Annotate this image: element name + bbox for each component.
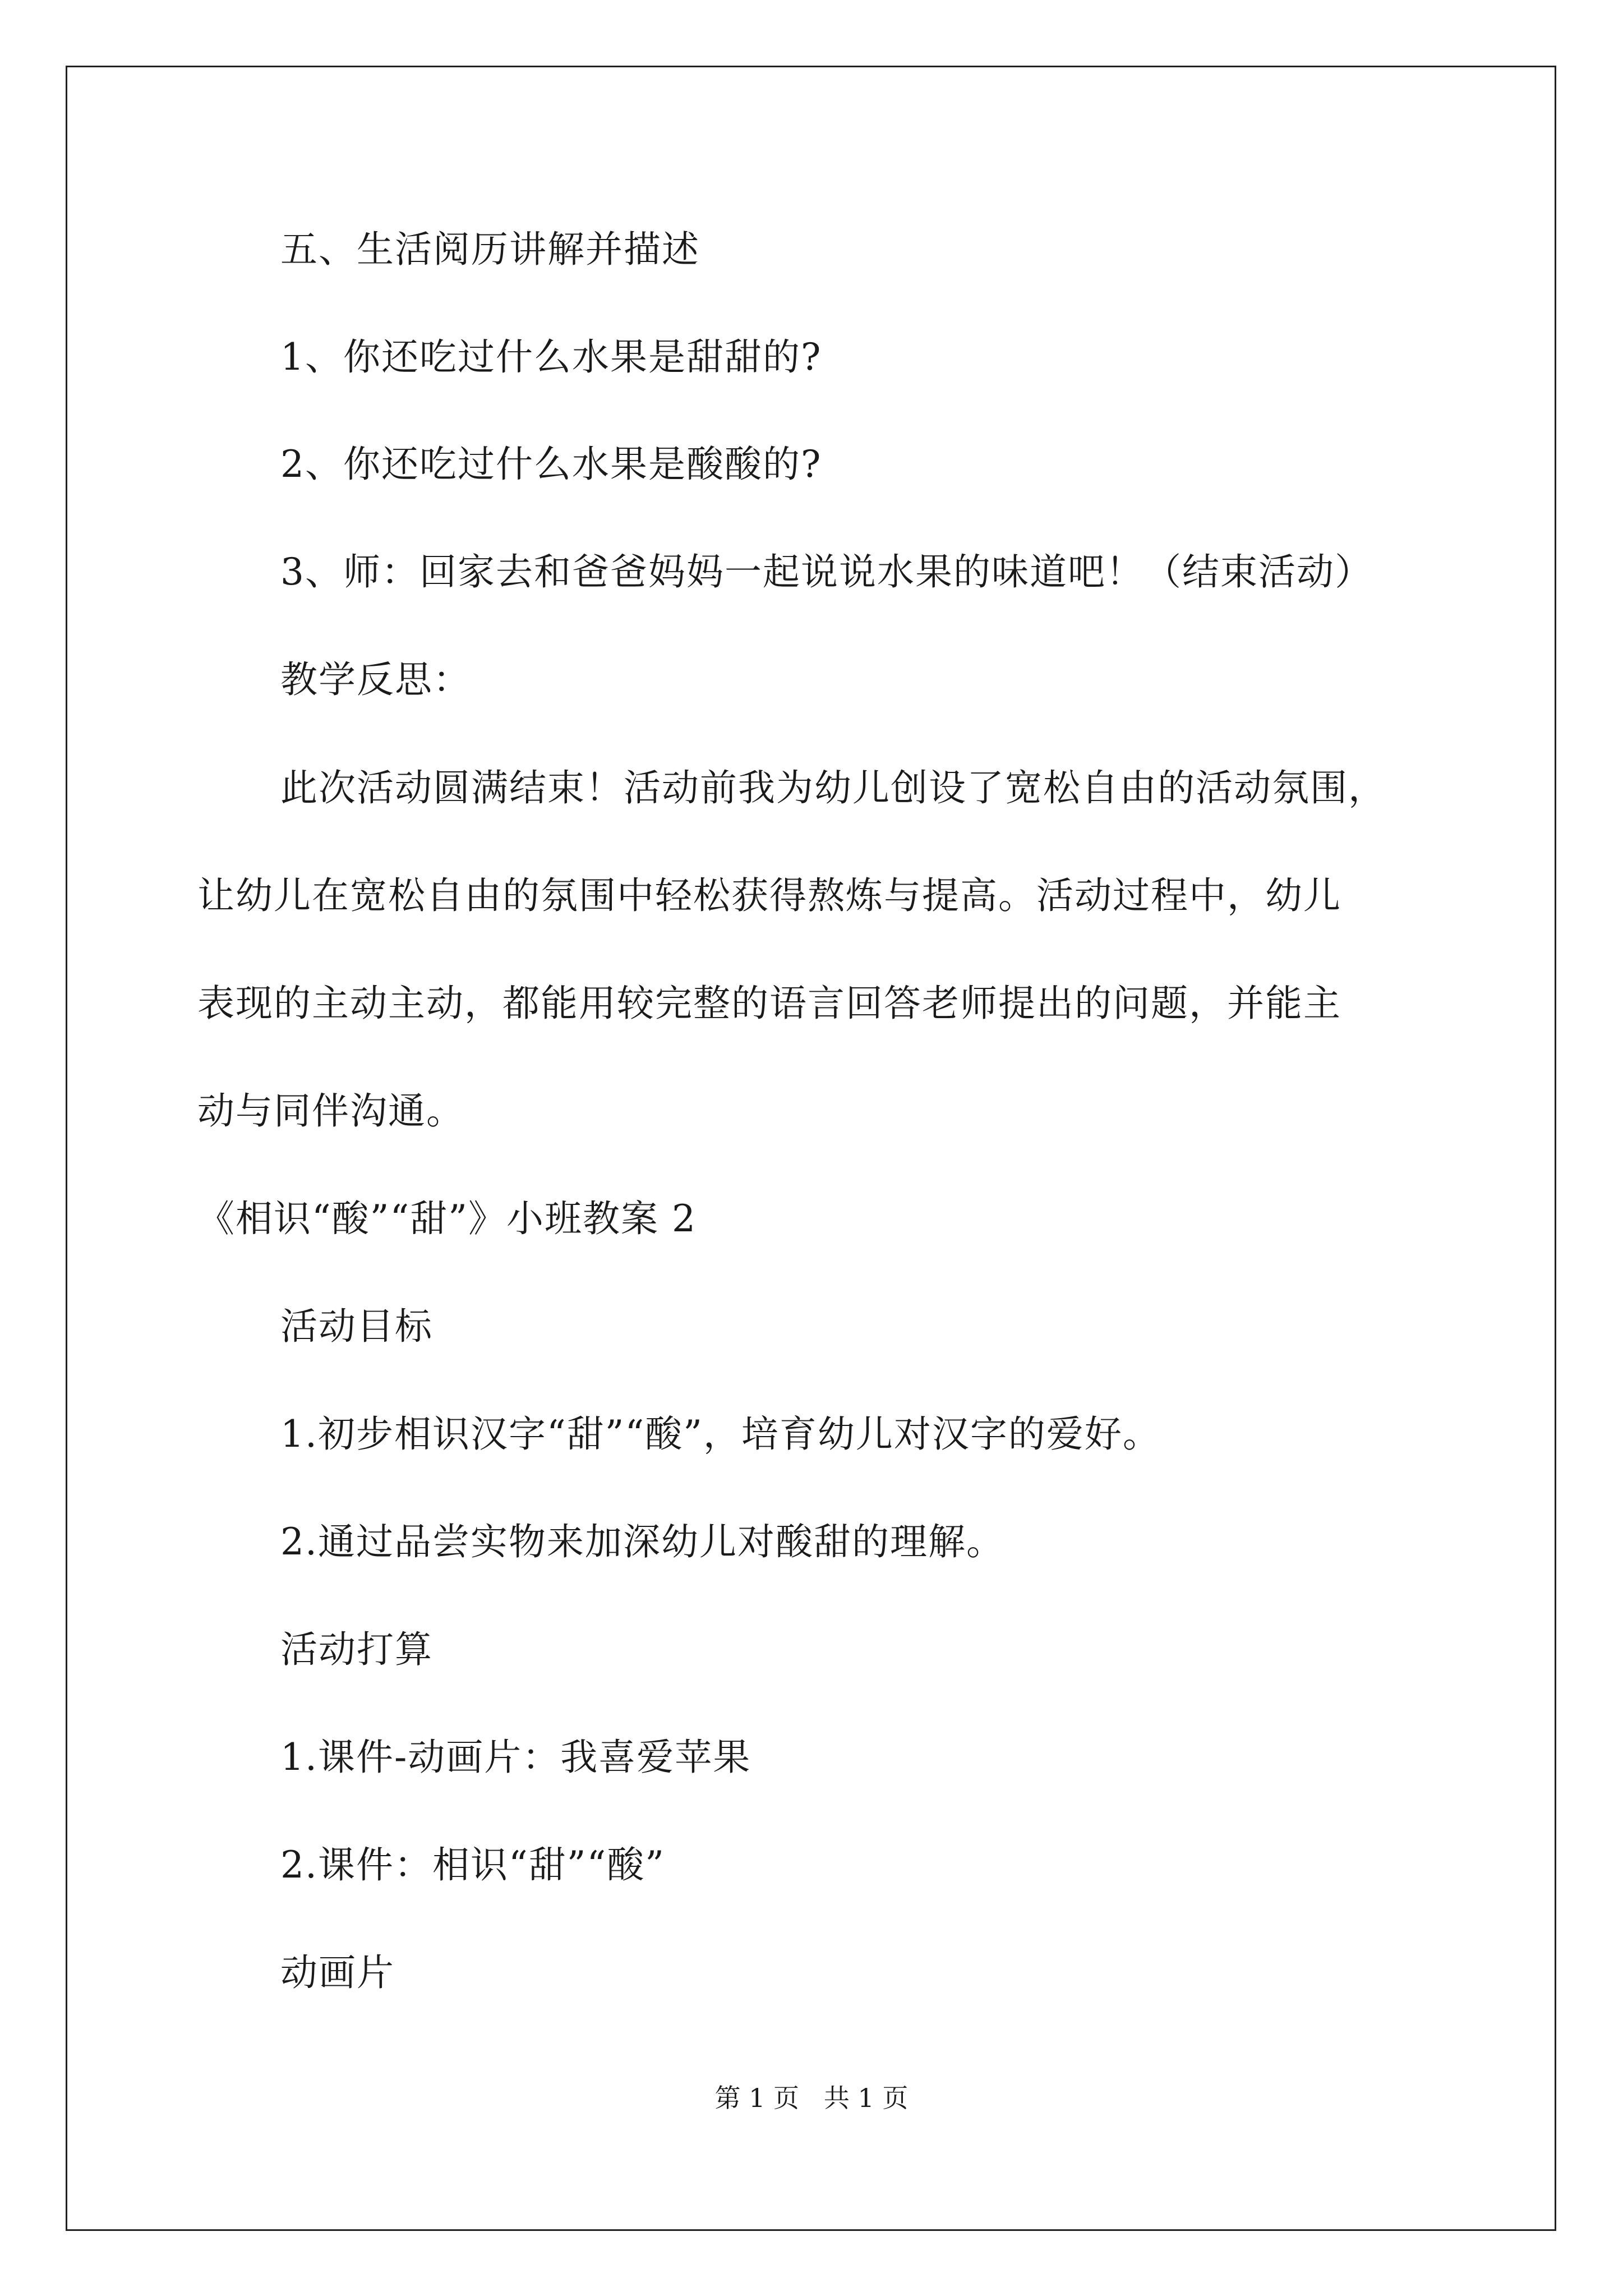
preparation-item-animation: 动画片 — [280, 1951, 395, 1994]
reflection-paragraph-line-3: 表现的主动主动，都能用较完整的语言回答老师提出的问题，并能主 — [197, 982, 1341, 1025]
preparation-item-1: 1.课件-动画片：我喜爱苹果 — [280, 1736, 751, 1779]
teaching-reflection-heading: 教学反思： — [280, 658, 471, 701]
lesson-plan-title: 《相识“酸”“甜”》小班教案 2 — [197, 1197, 697, 1240]
reflection-paragraph-line-1: 此次活动圆满结束！活动前我为幼儿创设了宽松自由的活动氛围， — [280, 766, 1386, 809]
question-sour-fruits: 2、你还吃过什么水果是酸酸的? — [280, 443, 822, 486]
reflection-paragraph-line-4: 动与同伴沟通。 — [197, 1089, 464, 1133]
question-sweet-fruits: 1、你还吃过什么水果是甜甜的? — [280, 335, 822, 379]
activity-goal-2: 2.通过品尝实物来加深幼儿对酸甜的理解。 — [280, 1520, 1004, 1563]
reflection-paragraph-line-2: 让幼儿在宽松自由的氛围中轻松获得熬炼与提高。活动过程中，幼儿 — [197, 874, 1341, 917]
teacher-closing-instruction: 3、师：回家去和爸爸妈妈一起说说水果的味道吧！（结束活动） — [280, 550, 1373, 593]
page-frame — [66, 66, 1556, 2231]
activity-preparation-heading: 活动打算 — [280, 1628, 433, 1671]
preparation-item-2: 2.课件：相识“甜”“酸” — [280, 1843, 665, 1887]
activity-goals-heading: 活动目标 — [280, 1305, 433, 1348]
section-heading-life-experience: 五、生活阅历讲解并描述 — [280, 228, 700, 271]
page-footer: 第 1 页 共 1 页 — [714, 2083, 909, 2113]
activity-goal-1: 1.初步相识汉字“甜”“酸”，培育幼儿对汉字的爱好。 — [280, 1412, 1161, 1456]
